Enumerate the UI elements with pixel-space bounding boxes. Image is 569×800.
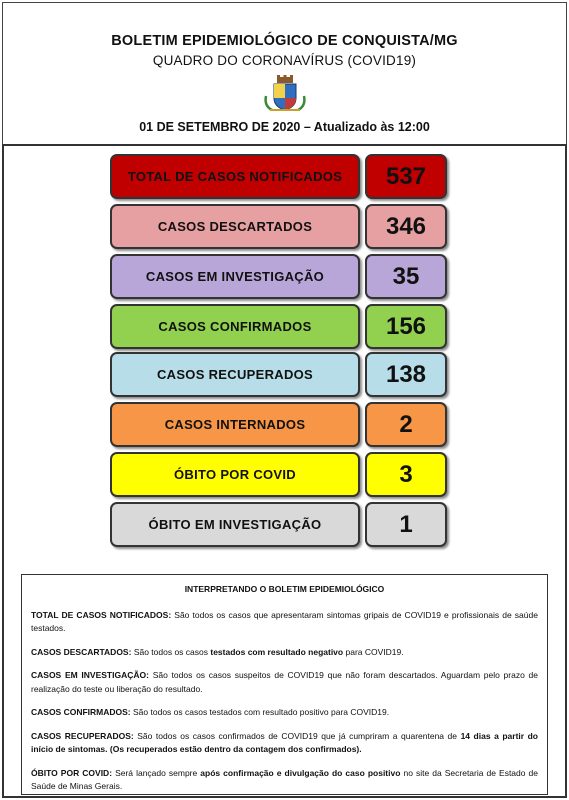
- stat-value-box: [365, 204, 447, 249]
- stat-label: CASOS INTERNADOS: [164, 417, 306, 432]
- legend-text: São todos os casos: [133, 646, 208, 657]
- stat-label: CASOS RECUPERADOS: [156, 367, 314, 382]
- stat-row-obito-covid: [110, 452, 448, 497]
- stat-value: 156: [385, 312, 427, 340]
- stat-row-notificados: [110, 154, 448, 199]
- legend-text: São todos os casos testados com resultado positivo para COVID19.: [133, 707, 390, 717]
- stat-value-box: [365, 254, 447, 299]
- stat-value-box: [365, 402, 447, 447]
- legend-box: [21, 574, 548, 795]
- legend-text: Será lançado sempre: [115, 767, 198, 778]
- stat-value: 138: [385, 360, 427, 388]
- stat-value-box: [365, 452, 447, 497]
- legend-item-obito: [31, 767, 538, 794]
- stat-value: 537: [385, 162, 427, 190]
- legend-emphasis: 14 dias a partir do início de sintomas. (Os recuperados estão dentro da contagem dos confirmados).: [31, 730, 538, 754]
- stat-label: ÓBITO EM INVESTIGAÇÃO: [148, 517, 322, 532]
- stat-value: 2: [399, 410, 413, 438]
- legend-text: no site da Secretaria de Estado de Saúde de Minas Gerais.: [31, 767, 538, 791]
- legend-item-investigacao: [31, 669, 538, 696]
- bulletin-header: [2, 2, 567, 144]
- legend-term: CASOS DESCARTADOS:: [31, 646, 132, 657]
- stat-value-box: [365, 304, 447, 349]
- legend-text: São todos os casos que apresentaram sintomas gripais de COVID19 e profissionais de saúde testados.: [31, 609, 538, 633]
- stat-label: CASOS DESCARTADOS: [157, 219, 313, 234]
- stat-row-obito-investigacao: [110, 502, 448, 547]
- legend-term: CASOS EM INVESTIGAÇÃO:: [31, 670, 149, 680]
- stat-label-box: [110, 254, 360, 299]
- municipal-crest-icon: [262, 74, 308, 114]
- stat-value: 346: [385, 212, 427, 240]
- stat-label: CASOS CONFIRMADOS: [158, 319, 312, 334]
- stat-label-box: [110, 452, 360, 497]
- bulletin-title: BOLETIM EPIDEMIOLÓGICO DE CONQUISTA/MG: [111, 33, 458, 49]
- legend-text: São todos os casos confirmados de COVID19 que já cumpriram a quarentena de: [137, 730, 458, 741]
- legend-emphasis: após confirmação e divulgação do caso positivo: [200, 767, 401, 778]
- legend-text: para COVID19.: [345, 646, 404, 657]
- stat-value: 1: [399, 510, 413, 538]
- stat-value-box: [365, 502, 447, 547]
- legend-emphasis: testados com resultado negativo: [210, 646, 344, 657]
- stat-row-confirmados: [110, 304, 448, 349]
- stat-label: TOTAL DE CASOS NOTIFICADOS: [127, 169, 343, 184]
- stat-label: CASOS EM INVESTIGAÇÃO: [145, 269, 325, 284]
- stat-label-box: [110, 304, 360, 349]
- bulletin-subtitle: QUADRO DO CORONAVÍRUS (COVID19): [152, 53, 417, 68]
- stat-value: 35: [392, 262, 420, 290]
- stat-value-box: [365, 352, 447, 397]
- stat-value: 3: [399, 460, 413, 488]
- legend-term: ÓBITO POR COVID:: [31, 767, 113, 778]
- stat-value-box: [365, 154, 447, 199]
- stat-label-box: [110, 154, 360, 199]
- legend-item-descartados: [31, 646, 538, 660]
- stat-row-internados: [110, 402, 448, 447]
- legend-term: TOTAL DE CASOS NOTIFICADOS:: [31, 609, 172, 620]
- legend-term: CASOS CONFIRMADOS:: [31, 707, 131, 717]
- stat-row-investigacao: [110, 254, 448, 299]
- stat-row-recuperados: [110, 352, 448, 397]
- legend-title: INTERPRETANDO O BOLETIM EPIDEMIOLÓGICO: [184, 584, 385, 594]
- legend-text: São todos os casos suspeitos de COVID19 que não foram descartados. Aguardam pelo prazo de realização do teste ou liberação do resultado.: [31, 670, 538, 694]
- stat-label: ÓBITO POR COVID: [174, 467, 296, 482]
- legend-term: CASOS RECUPERADOS:: [31, 730, 134, 741]
- legend-item-recuperados: [31, 730, 538, 757]
- stat-label-box: [110, 204, 360, 249]
- stat-label-box: [110, 502, 360, 547]
- bulletin-date: 01 DE SETEMBRO DE 2020 – Atualizado às 12:00: [139, 120, 430, 134]
- legend-item-notificados: [31, 609, 538, 636]
- stat-label-box: [110, 352, 360, 397]
- stat-label-box: [110, 402, 360, 447]
- legend-item-confirmados: [31, 706, 538, 720]
- stat-row-descartados: [110, 204, 448, 249]
